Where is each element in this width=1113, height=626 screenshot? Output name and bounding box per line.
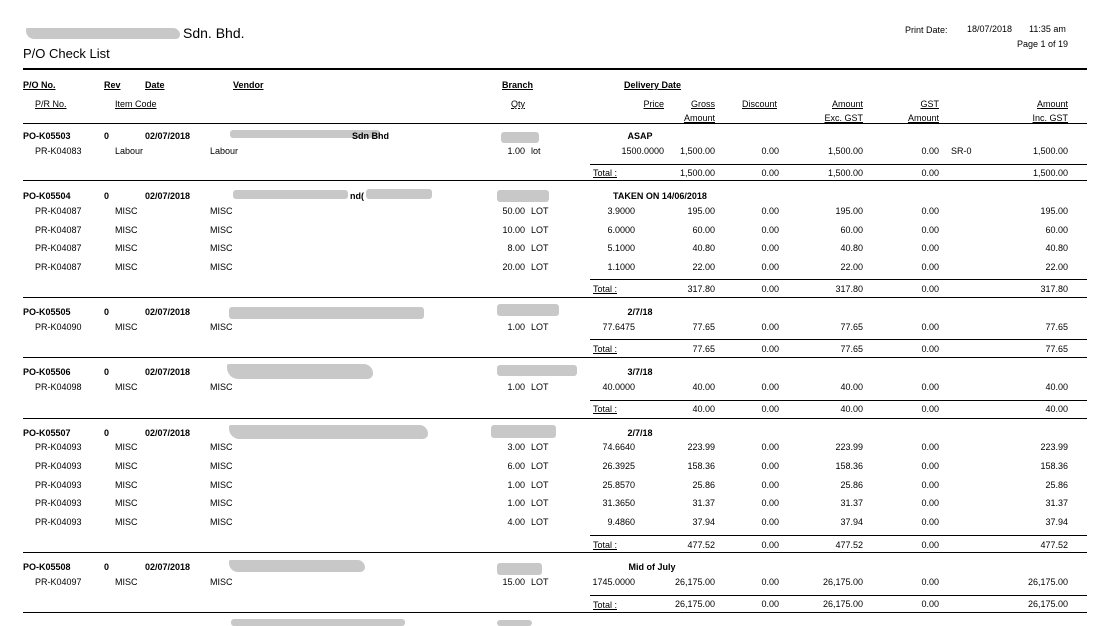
- total-discount: 0.00: [761, 284, 779, 294]
- amount-inc-gst: 31.37: [1045, 498, 1068, 508]
- pr-number: PR-K04093: [35, 517, 82, 527]
- unit: LOT: [531, 225, 549, 235]
- po-rev: 0: [104, 562, 110, 572]
- total-inc-gst: 317.80: [1040, 284, 1068, 294]
- amount-inc-gst: 195.00: [1040, 206, 1068, 216]
- gst-amount: 0.00: [921, 243, 939, 253]
- company-name-redaction: [26, 28, 180, 39]
- gross-amount: 223.99: [687, 442, 715, 452]
- item-code: MISC: [115, 442, 138, 452]
- gross-amount: 1,500.00: [679, 146, 715, 156]
- item-description: Labour: [210, 146, 239, 156]
- delivery-date: ASAP: [627, 131, 653, 141]
- price: 1.1000: [607, 262, 635, 272]
- gst-amount: 0.00: [921, 382, 939, 392]
- vendor-redaction: [229, 560, 365, 572]
- unit: LOT: [531, 577, 549, 587]
- gst-amount: 0.00: [921, 206, 939, 216]
- item-description: MISC: [210, 498, 233, 508]
- delivery-date: TAKEN ON 14/06/2018: [613, 191, 707, 201]
- col-discount: Discount: [742, 99, 778, 109]
- discount: 0.00: [761, 382, 779, 392]
- price: 40.0000: [602, 382, 635, 392]
- unit: LOT: [531, 206, 549, 216]
- amount-exc-gst: 77.65: [840, 322, 863, 332]
- total-discount: 0.00: [761, 599, 779, 609]
- po-separator: [23, 418, 1087, 419]
- qty: 1.00: [507, 382, 525, 392]
- col-gst-1: GST: [920, 99, 939, 109]
- amount-inc-gst: 40.80: [1045, 243, 1068, 253]
- delivery-date: 2/7/18: [627, 307, 653, 317]
- price: 74.6640: [602, 442, 635, 452]
- gst-amount: 0.00: [921, 517, 939, 527]
- item-code: MISC: [115, 243, 138, 253]
- delivery-date: Mid of July: [628, 562, 676, 572]
- amount-inc-gst: 37.94: [1045, 517, 1068, 527]
- total-exc-gst: 1,500.00: [827, 168, 863, 178]
- total-label: Total :: [593, 168, 618, 178]
- item-code: MISC: [115, 498, 138, 508]
- total-gst: 0.00: [921, 168, 939, 178]
- item-description: MISC: [210, 243, 233, 253]
- item-code: MISC: [115, 206, 138, 216]
- pr-number: PR-K04093: [35, 498, 82, 508]
- item-description: MISC: [210, 461, 233, 471]
- col-amount-exc-1: Amount: [831, 99, 863, 109]
- unit: LOT: [531, 262, 549, 272]
- pr-number: PR-K04098: [35, 382, 82, 392]
- gst-amount: 0.00: [921, 498, 939, 508]
- amount-inc-gst: 26,175.00: [1027, 577, 1068, 587]
- price: 6.0000: [607, 225, 635, 235]
- header-rule-top: [23, 68, 1087, 70]
- po-number: PO-K05504: [23, 191, 71, 201]
- item-description: MISC: [210, 517, 233, 527]
- total-inc-gst: 40.00: [1045, 404, 1068, 414]
- total-label: Total :: [593, 600, 618, 610]
- amount-exc-gst: 60.00: [840, 225, 863, 235]
- amount-exc-gst: 195.00: [835, 206, 863, 216]
- po-date: 02/07/2018: [145, 367, 191, 377]
- amount-exc-gst: 223.99: [835, 442, 863, 452]
- pr-number: PR-K04090: [35, 322, 82, 332]
- col-gross-1: Gross: [690, 99, 715, 109]
- discount: 0.00: [761, 262, 779, 272]
- col-branch: Branch: [502, 80, 534, 90]
- discount: 0.00: [761, 322, 779, 332]
- discount: 0.00: [761, 243, 779, 253]
- item-code: MISC: [115, 517, 138, 527]
- gross-amount: 25.86: [692, 480, 715, 490]
- amount-exc-gst: 37.94: [840, 517, 863, 527]
- po-separator: [23, 357, 1087, 358]
- total-gross: 477.52: [687, 540, 715, 550]
- gst-amount: 0.00: [921, 262, 939, 272]
- discount: 0.00: [761, 206, 779, 216]
- amount-inc-gst: 60.00: [1045, 225, 1068, 235]
- item-description: MISC: [210, 225, 233, 235]
- po-number: PO-K05505: [23, 307, 71, 317]
- discount: 0.00: [761, 498, 779, 508]
- total-exc-gst: 26,175.00: [822, 599, 863, 609]
- col-gst-2: Amount: [907, 113, 939, 123]
- discount: 0.00: [761, 577, 779, 587]
- total-label: Total :: [593, 344, 618, 354]
- pr-number: PR-K04087: [35, 225, 82, 235]
- total-gst: 0.00: [921, 540, 939, 550]
- vendor-redaction: [229, 425, 428, 439]
- po-date: 02/07/2018: [145, 307, 191, 317]
- qty: 50.00: [502, 206, 525, 216]
- col-date: Date: [145, 80, 165, 90]
- gross-amount: 60.00: [692, 225, 715, 235]
- gross-amount: 158.36: [687, 461, 715, 471]
- total-gst: 0.00: [921, 599, 939, 609]
- col-price: Price: [643, 99, 664, 109]
- item-description: MISC: [210, 577, 233, 587]
- pr-number: PR-K04083: [35, 146, 82, 156]
- amount-exc-gst: 22.00: [840, 262, 863, 272]
- po-rev: 0: [104, 131, 110, 141]
- amount-exc-gst: 1,500.00: [827, 146, 863, 156]
- branch-redaction: [501, 132, 539, 143]
- amount-inc-gst: 158.36: [1040, 461, 1068, 471]
- next-record-branch-redaction: [497, 620, 532, 626]
- po-date: 02/07/2018: [145, 131, 191, 141]
- po-number: PO-K05503: [23, 131, 71, 141]
- col-rev: Rev: [104, 80, 121, 90]
- pr-number: PR-K04093: [35, 461, 82, 471]
- item-code: MISC: [115, 225, 138, 235]
- total-gst: 0.00: [921, 404, 939, 414]
- gross-amount: 40.00: [692, 382, 715, 392]
- delivery-date: 3/7/18: [627, 367, 653, 377]
- vendor-name-tail: nd(: [350, 191, 364, 201]
- item-description: MISC: [210, 322, 233, 332]
- item-description: MISC: [210, 480, 233, 490]
- qty: 1.00: [507, 498, 525, 508]
- amount-exc-gst: 158.36: [835, 461, 863, 471]
- page-indicator: Page 1 of 19: [1016, 39, 1068, 49]
- company-name-suffix: Sdn. Bhd.: [183, 25, 245, 41]
- delivery-date: 2/7/18: [627, 428, 653, 438]
- vendor-name-tail: Sdn Bhd: [352, 131, 389, 141]
- discount: 0.00: [761, 480, 779, 490]
- total-inc-gst: 26,175.00: [1027, 599, 1068, 609]
- price: 31.3650: [602, 498, 635, 508]
- col-gross-2: Amount: [683, 113, 715, 123]
- total-label: Total :: [593, 404, 618, 414]
- col-vendor: Vendor: [233, 80, 264, 90]
- gst-amount: 0.00: [921, 461, 939, 471]
- total-gross: 317.80: [687, 284, 715, 294]
- col-po-no: P/O No.: [23, 80, 56, 90]
- total-exc-gst: 477.52: [835, 540, 863, 550]
- branch-redaction: [497, 365, 577, 376]
- item-code: MISC: [115, 322, 138, 332]
- amount-inc-gst: 223.99: [1040, 442, 1068, 452]
- gross-amount: 31.37: [692, 498, 715, 508]
- amount-inc-gst: 77.65: [1045, 322, 1068, 332]
- branch-redaction: [491, 425, 556, 438]
- po-number: PO-K05506: [23, 367, 71, 377]
- tax-code: SR-0: [951, 146, 972, 156]
- total-rule: [590, 279, 1087, 280]
- discount: 0.00: [761, 146, 779, 156]
- qty: 8.00: [507, 243, 525, 253]
- total-label: Total :: [593, 540, 618, 550]
- unit: LOT: [531, 480, 549, 490]
- next-record-redaction: [231, 619, 405, 626]
- pr-number: PR-K04097: [35, 577, 82, 587]
- total-exc-gst: 40.00: [840, 404, 863, 414]
- unit: lot: [531, 146, 541, 156]
- total-discount: 0.00: [761, 404, 779, 414]
- unit: LOT: [531, 382, 549, 392]
- col-amount-inc-2: Inc. GST: [1032, 113, 1068, 123]
- total-gross: 40.00: [692, 404, 715, 414]
- item-code: MISC: [115, 577, 138, 587]
- print-date-label: Print Date:: [905, 25, 948, 35]
- vendor-redaction: [233, 190, 348, 199]
- unit: LOT: [531, 243, 549, 253]
- discount: 0.00: [761, 461, 779, 471]
- qty: 3.00: [507, 442, 525, 452]
- gst-amount: 0.00: [921, 322, 939, 332]
- amount-inc-gst: 40.00: [1045, 382, 1068, 392]
- qty: 20.00: [502, 262, 525, 272]
- total-gross: 1,500.00: [679, 168, 715, 178]
- pr-number: PR-K04093: [35, 480, 82, 490]
- gross-amount: 26,175.00: [674, 577, 715, 587]
- total-discount: 0.00: [761, 344, 779, 354]
- price: 77.6475: [602, 322, 635, 332]
- print-date: 18/07/2018: [967, 24, 1013, 34]
- gst-amount: 0.00: [921, 577, 939, 587]
- total-label: Total :: [593, 284, 618, 294]
- amount-inc-gst: 25.86: [1045, 480, 1068, 490]
- total-rule: [590, 339, 1087, 340]
- col-item-code: Item Code: [115, 99, 157, 109]
- qty: 1.00: [507, 322, 525, 332]
- price: 5.1000: [607, 243, 635, 253]
- header-rule-bottom: [23, 123, 1087, 124]
- po-date: 02/07/2018: [145, 562, 191, 572]
- total-rule: [590, 535, 1087, 536]
- po-rev: 0: [104, 307, 110, 317]
- amount-inc-gst: 22.00: [1045, 262, 1068, 272]
- total-inc-gst: 1,500.00: [1032, 168, 1068, 178]
- discount: 0.00: [761, 442, 779, 452]
- total-gross: 77.65: [692, 344, 715, 354]
- price: 9.4860: [607, 517, 635, 527]
- gross-amount: 40.80: [692, 243, 715, 253]
- total-rule: [590, 400, 1087, 401]
- amount-exc-gst: 26,175.00: [822, 577, 863, 587]
- amount-inc-gst: 1,500.00: [1032, 146, 1068, 156]
- gross-amount: 22.00: [692, 262, 715, 272]
- total-gst: 0.00: [921, 284, 939, 294]
- price: 1745.0000: [592, 577, 635, 587]
- qty: 1.00: [507, 480, 525, 490]
- total-rule: [590, 595, 1087, 596]
- discount: 0.00: [761, 517, 779, 527]
- unit: LOT: [531, 498, 549, 508]
- gross-amount: 77.65: [692, 322, 715, 332]
- branch-redaction: [497, 190, 549, 202]
- total-gst: 0.00: [921, 344, 939, 354]
- item-code: Labour: [115, 146, 144, 156]
- total-gross: 26,175.00: [674, 599, 715, 609]
- item-code: MISC: [115, 262, 138, 272]
- col-qty: Qty: [510, 99, 525, 109]
- pr-number: PR-K04093: [35, 442, 82, 452]
- print-time: 11:35 am: [1029, 24, 1066, 34]
- unit: LOT: [531, 517, 549, 527]
- unit: LOT: [531, 442, 549, 452]
- item-code: MISC: [115, 461, 138, 471]
- qty: 4.00: [507, 517, 525, 527]
- item-description: MISC: [210, 382, 233, 392]
- po-separator: [23, 552, 1087, 553]
- amount-exc-gst: 40.00: [840, 382, 863, 392]
- pr-number: PR-K04087: [35, 243, 82, 253]
- amount-exc-gst: 31.37: [840, 498, 863, 508]
- gross-amount: 195.00: [687, 206, 715, 216]
- po-rev: 0: [104, 367, 110, 377]
- po-rev: 0: [104, 191, 110, 201]
- item-description: MISC: [210, 442, 233, 452]
- vendor-redaction: [366, 189, 432, 199]
- total-discount: 0.00: [761, 168, 779, 178]
- total-rule: [590, 164, 1087, 165]
- total-discount: 0.00: [761, 540, 779, 550]
- item-description: MISC: [210, 206, 233, 216]
- branch-redaction: [497, 563, 542, 575]
- gst-amount: 0.00: [921, 480, 939, 490]
- col-delivery-date: Delivery Date: [624, 80, 682, 90]
- price: 25.8570: [602, 480, 635, 490]
- po-date: 02/07/2018: [145, 191, 191, 201]
- report-title: P/O Check List: [23, 46, 110, 61]
- amount-exc-gst: 25.86: [840, 480, 863, 490]
- total-inc-gst: 77.65: [1045, 344, 1068, 354]
- item-code: MISC: [115, 480, 138, 490]
- pr-number: PR-K04087: [35, 206, 82, 216]
- col-amount-exc-2: Exc. GST: [824, 113, 863, 123]
- pr-number: PR-K04087: [35, 262, 82, 272]
- vendor-redaction: [227, 364, 373, 379]
- gst-amount: 0.00: [921, 225, 939, 235]
- total-exc-gst: 77.65: [840, 344, 863, 354]
- po-number: PO-K05507: [23, 428, 71, 438]
- gst-amount: 0.00: [921, 442, 939, 452]
- price: 3.9000: [607, 206, 635, 216]
- qty: 1.00: [507, 146, 525, 156]
- qty: 10.00: [502, 225, 525, 235]
- price: 1500.0000: [621, 146, 664, 156]
- gst-amount: 0.00: [921, 146, 939, 156]
- total-inc-gst: 477.52: [1040, 540, 1068, 550]
- price: 26.3925: [602, 461, 635, 471]
- unit: LOT: [531, 322, 549, 332]
- vendor-redaction: [229, 307, 424, 319]
- po-separator: [23, 612, 1087, 613]
- discount: 0.00: [761, 225, 779, 235]
- amount-exc-gst: 40.80: [840, 243, 863, 253]
- total-exc-gst: 317.80: [835, 284, 863, 294]
- po-date: 02/07/2018: [145, 428, 191, 438]
- col-amount-inc-1: Amount: [1036, 99, 1068, 109]
- item-code: MISC: [115, 382, 138, 392]
- po-rev: 0: [104, 428, 110, 438]
- item-description: MISC: [210, 262, 233, 272]
- unit: LOT: [531, 461, 549, 471]
- gross-amount: 37.94: [692, 517, 715, 527]
- qty: 6.00: [507, 461, 525, 471]
- po-number: PO-K05508: [23, 562, 71, 572]
- po-separator: [23, 180, 1087, 181]
- col-pr-no: P/R No.: [35, 99, 67, 109]
- branch-redaction: [497, 304, 559, 316]
- po-separator: [23, 297, 1087, 298]
- qty: 15.00: [502, 577, 525, 587]
